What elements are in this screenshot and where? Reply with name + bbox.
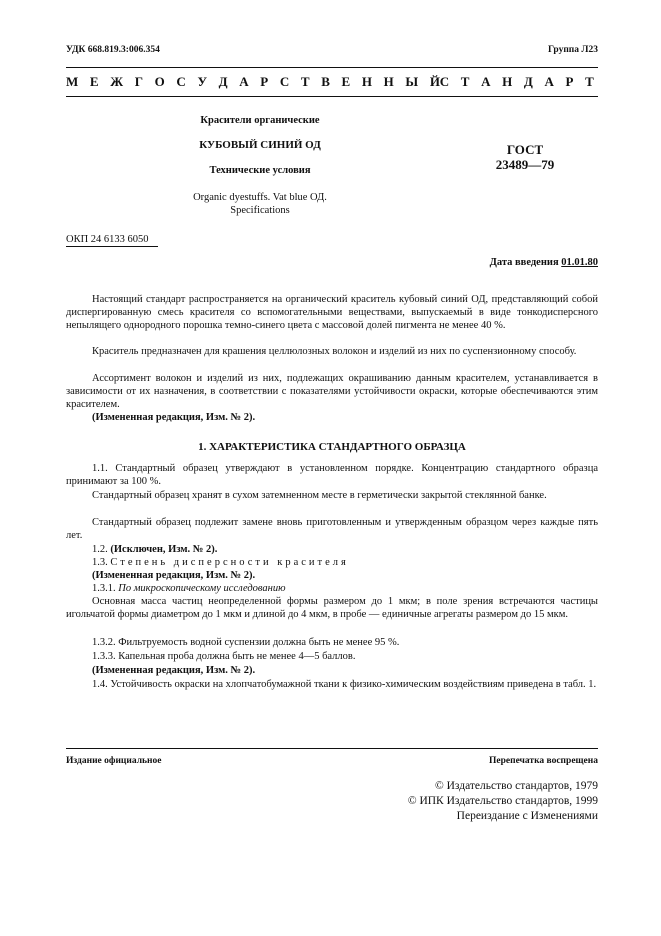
clause-1-3-text: Степень дисперсности красителя [110,557,349,568]
clause-1-1: 1.1. Стандартный образец утверждают в установленном порядке. Концентрацию стандартного образца принимают за 100 %. [66,463,598,487]
okp-rule [66,246,158,247]
banner-standard: С Т А Н Д А Р Т [439,74,598,89]
clause-1-3-1-num: 1.3.1. [92,583,116,594]
gost-number: 23489—79 [495,157,555,172]
banner-rule [66,96,598,97]
amendment-note: (Измененная редакция, Изм. № 2). [92,412,256,423]
standard-title: КУБОВЫЙ СИНИЙ ОД [199,139,321,151]
clause-1-2-text: (Исключен, Изм. № 2). [110,544,218,555]
copyright-block [408,779,598,824]
clause-1-2-num: 1.2. [92,544,108,555]
clause-1-4: 1.4. Устойчивость окраски на хлопчатобумажной ткани к физико-химическим воздействиям приведена в табл. 1. [92,679,597,690]
top-rule [66,67,598,68]
footer-rule [66,748,598,749]
standard-subtitle: Технические условия [209,165,311,176]
banner-interstate: М Е Ж Г О С У Д А Р С Т В Е Н Н Ы Й [66,74,445,89]
reissue-note: Переиздание с Изменениями [456,810,598,822]
amendment-note: (Измененная редакция, Изм. № 2). [92,665,256,676]
intro-date [490,256,598,269]
clause-1-3-num: 1.3. [92,557,108,568]
clause-1-3-1-text: По микроскопическому исследованию [118,583,286,594]
english-title: Organic dyestuffs. Vat blue ОД. [193,192,327,203]
clause-1-3-3: 1.3.3. Капельная проба должна быть не менее 4—5 баллов. [92,651,356,662]
gost-label: ГОСТ [506,142,544,157]
clause-1-2 [66,543,598,556]
clause-1-3-2: 1.3.2. Фильтруемость водной суспензии должна быть не менее 95 %. [92,637,400,648]
intro-date-value: 01.01.80 [561,257,598,268]
clause-1-1-replacement: Стандартный образец подлежит замене вновь приготовленным и утвержденным образцом через каждые пять лет. [66,517,598,541]
intro-paragraph: Ассортимент волокон и изделий из них, подлежащих окрашиванию данным красителем, устанавливается в зависимости от их назначения, в соответствии с показателями устойчивости окраски, которые обеспечиваются этим красителем. [66,373,598,410]
okp-code: ОКП 24 6133 6050 [66,234,149,245]
official-edition: Издание официальное [66,756,162,766]
intro-paragraph: Краситель предназначен для крашения целлюлозных волокон и изделий из них по суспензионному способу. [92,346,577,357]
amendment-note: (Измененная редакция, Изм. № 2). [92,570,256,581]
clause-1-3-1-body: Основная масса частиц неопределенной формы размером до 1 мкм; в поле зрения встречаются частицы игольчатой формы диаметром до 1 мкм и длиной до 4 мкм, в пробе — единичные агрегаты размером до 15 мкм. [66,596,598,620]
clause-1-3 [66,556,598,569]
reprint-notice: Перепечатка воспрещена [488,756,598,766]
clause-1-3-1 [66,582,598,595]
intro-date-label: Дата введения [489,257,559,268]
udk-code: УДК 668.819.3:006.354 [66,45,160,55]
copyright-1979: © Издательство стандартов, 1979 [434,780,598,792]
copyright-1999: © ИПК Издательство стандартов, 1999 [407,795,598,807]
section-heading: 1. ХАРАКТЕРИСТИКА СТАНДАРТНОГО ОБРАЗЦА [198,441,466,453]
group-code: Группа Л23 [547,45,598,55]
standard-category: Красители органические [200,115,320,126]
clause-1-1-storage: Стандартный образец хранят в сухом затемненном месте в герметически закрытой стеклянной банке. [92,490,547,501]
english-subtitle: Specifications [230,205,290,216]
intro-paragraph: Настоящий стандарт распространяется на органический краситель кубовый синий ОД, представляющий собой диспергированную смесь красителя со вспомогательными веществами, выпускаемый в виде тонкодисперсного непылящего однородного порошка темно-синего цвета с массовой долей пигмента не менее 40 %. [66,294,598,331]
